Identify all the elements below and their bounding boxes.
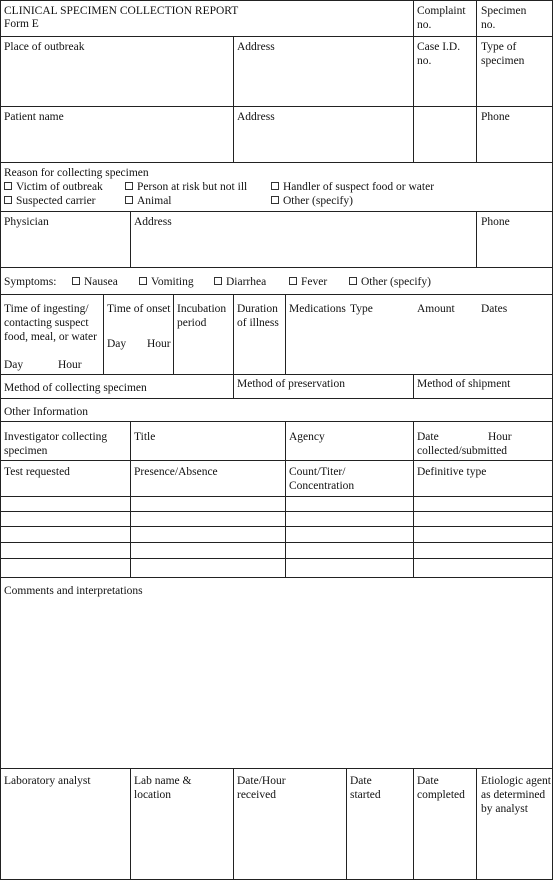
label-line: Complaint xyxy=(417,5,466,17)
checkbox-icon xyxy=(4,182,12,190)
patient-phone-field[interactable]: Phone xyxy=(481,111,510,123)
type-of-specimen-field[interactable] xyxy=(481,40,524,68)
option-label: Victim of outbreak xyxy=(16,181,103,193)
date-label: Date xyxy=(417,431,439,443)
rule xyxy=(0,768,553,769)
rule xyxy=(0,542,553,543)
label-line: as determined xyxy=(481,789,546,801)
complaint-no-label[interactable] xyxy=(417,4,466,32)
option-label: Nausea xyxy=(84,276,118,288)
rule xyxy=(0,162,553,163)
label-line: Count/Titer/ xyxy=(289,466,346,478)
onset-day-label: Day xyxy=(107,338,127,350)
form-subtitle: Form E xyxy=(4,18,39,30)
medications-dates-label: Dates xyxy=(481,303,508,315)
rule xyxy=(413,36,414,162)
presence-absence-header: Presence/Absence xyxy=(134,466,218,478)
medications-type-label: Type xyxy=(350,303,373,315)
label-line: Investigator collecting xyxy=(4,431,108,443)
label-line: Date/Hour xyxy=(237,775,286,787)
case-id-field[interactable] xyxy=(417,40,460,68)
rule xyxy=(233,36,234,162)
option-label: Other (specify) xyxy=(361,276,431,288)
border-left xyxy=(0,0,1,880)
rule xyxy=(173,294,174,374)
other-information-label: Other Information xyxy=(4,406,88,418)
label-line: of illness xyxy=(237,317,279,329)
investigator-field[interactable] xyxy=(4,430,107,458)
option-label: Animal xyxy=(137,195,172,207)
option-label: Vomiting xyxy=(151,276,194,288)
patient-address-field[interactable]: Address xyxy=(237,111,275,123)
checkbox-icon xyxy=(72,277,80,285)
method-shipment-field[interactable]: Method of shipment xyxy=(417,378,511,390)
physician-phone-field[interactable]: Phone xyxy=(481,216,510,228)
rule xyxy=(0,511,553,512)
rule xyxy=(0,106,553,107)
lab-name-location-field[interactable] xyxy=(134,774,191,802)
checkbox-icon xyxy=(271,182,279,190)
reason-handler-checkbox[interactable] xyxy=(271,180,434,194)
method-preservation-field[interactable]: Method of preservation xyxy=(237,378,345,390)
symptom-fever-checkbox[interactable] xyxy=(289,275,327,289)
label-line: Duration xyxy=(237,303,278,315)
option-label: Other (specify) xyxy=(283,195,353,207)
rule xyxy=(130,421,131,577)
label-line: received xyxy=(237,789,276,801)
laboratory-analyst-field[interactable]: Laboratory analyst xyxy=(4,775,91,787)
rule xyxy=(0,558,553,559)
rule xyxy=(233,768,234,880)
medications-amount-label: Amount xyxy=(417,303,455,315)
checkbox-icon xyxy=(349,277,357,285)
label-line: specimen xyxy=(4,445,48,457)
rule xyxy=(413,374,414,398)
label-line: Case I.D. xyxy=(417,41,461,53)
definitive-type-header: Definitive type xyxy=(417,466,487,478)
symptoms-label: Symptoms: xyxy=(4,276,57,288)
label-line: by analyst xyxy=(481,803,528,815)
form-title: CLINICAL SPECIMEN COLLECTION REPORT xyxy=(4,5,239,17)
symptom-nausea-checkbox[interactable] xyxy=(72,275,118,289)
label-line: food, meal, or water xyxy=(4,331,97,343)
checkbox-icon xyxy=(125,182,133,190)
rule xyxy=(413,768,414,880)
rule xyxy=(0,398,553,399)
label-line: no. xyxy=(417,19,432,31)
checkbox-icon xyxy=(271,196,279,204)
incubation-period-field[interactable] xyxy=(177,302,226,330)
comments-field[interactable]: Comments and interpretations xyxy=(4,585,143,597)
reason-label: Reason for collecting specimen xyxy=(4,167,149,179)
label-line: completed xyxy=(417,789,465,801)
reason-other-checkbox[interactable] xyxy=(271,194,353,208)
label-line: Incubation xyxy=(177,303,227,315)
rule xyxy=(0,374,553,375)
option-label: Person at risk but not ill xyxy=(137,181,248,193)
rule xyxy=(285,294,286,374)
rule xyxy=(413,0,414,36)
physician-address-field[interactable]: Address xyxy=(134,216,172,228)
label-line: no. xyxy=(481,19,496,31)
label-line: Concentration xyxy=(289,480,355,492)
rule xyxy=(0,577,553,578)
ingesting-day-label: Day xyxy=(4,359,24,371)
rule xyxy=(0,211,553,212)
rule xyxy=(0,460,553,461)
label-line: collected/submitted xyxy=(417,445,508,457)
label-line: specimen xyxy=(481,55,525,67)
rule xyxy=(0,526,553,527)
rule xyxy=(0,294,553,295)
label-line: Type of xyxy=(481,41,517,53)
date-started-field[interactable] xyxy=(350,774,381,802)
patient-name-field[interactable]: Patient name xyxy=(4,111,64,123)
rule xyxy=(0,36,553,37)
rule xyxy=(476,0,477,162)
checkbox-icon xyxy=(4,196,12,204)
reason-at-risk-checkbox[interactable] xyxy=(125,180,247,194)
date-completed-field[interactable] xyxy=(417,774,465,802)
label-line: location xyxy=(134,789,172,801)
rule xyxy=(130,768,131,880)
agency-field[interactable]: Agency xyxy=(289,431,325,443)
rule xyxy=(346,768,347,880)
rule xyxy=(476,211,477,267)
label-line: Etiologic agent xyxy=(481,775,551,787)
date-hour-received-field[interactable] xyxy=(237,774,286,802)
onset-hour-label: Hour xyxy=(147,338,171,350)
rule xyxy=(0,496,553,497)
reason-animal-checkbox[interactable] xyxy=(125,194,172,208)
duration-illness-field[interactable] xyxy=(237,302,279,330)
reason-victim-checkbox[interactable] xyxy=(4,180,103,194)
medications-label: Medications xyxy=(289,303,346,315)
physician-field[interactable]: Physician xyxy=(4,216,49,228)
time-onset-field[interactable]: Time of onset xyxy=(107,303,171,315)
border-top xyxy=(0,0,553,1)
option-label: Handler of suspect food or water xyxy=(283,181,435,193)
etiologic-agent-field[interactable] xyxy=(481,774,551,816)
symptom-vomiting-checkbox[interactable] xyxy=(139,275,194,289)
label-line: no. xyxy=(417,55,432,67)
option-label: Suspected carrier xyxy=(16,195,96,207)
symptom-diarrhea-checkbox[interactable] xyxy=(214,275,266,289)
time-ingesting-field[interactable] xyxy=(4,302,97,344)
test-requested-header: Test requested xyxy=(4,466,70,478)
label-line: Specimen xyxy=(481,5,527,17)
checkbox-icon xyxy=(289,277,297,285)
ingesting-hour-label: Hour xyxy=(58,359,82,371)
rule xyxy=(103,294,104,374)
rule xyxy=(476,768,477,880)
place-of-outbreak-field[interactable]: Place of outbreak xyxy=(4,41,85,53)
investigator-title-field[interactable]: Title xyxy=(134,431,156,443)
option-label: Diarrhea xyxy=(226,276,267,288)
outbreak-address-field[interactable]: Address xyxy=(237,41,275,53)
hour-label: Hour xyxy=(488,431,512,443)
label-line: Lab name & xyxy=(134,775,192,787)
count-titer-header xyxy=(289,465,354,493)
rule xyxy=(233,294,234,398)
label-line: period xyxy=(177,317,207,329)
label-line: contacting suspect xyxy=(4,317,89,329)
label-line: started xyxy=(350,789,381,801)
date-collected-field[interactable] xyxy=(417,430,512,458)
label-line: Date xyxy=(417,775,439,787)
rule xyxy=(413,421,414,577)
rule xyxy=(285,421,286,577)
method-collecting-field[interactable]: Method of collecting specimen xyxy=(4,382,147,394)
checkbox-icon xyxy=(139,277,147,285)
reason-carrier-checkbox[interactable] xyxy=(4,194,96,208)
rule xyxy=(130,211,131,267)
rule xyxy=(0,267,553,268)
label-line: Time of ingesting/ xyxy=(4,303,89,315)
rule xyxy=(0,421,553,422)
checkbox-icon xyxy=(125,196,133,204)
symptom-other-checkbox[interactable] xyxy=(349,275,431,289)
option-label: Fever xyxy=(301,276,328,288)
checkbox-icon xyxy=(214,277,222,285)
specimen-no-label[interactable] xyxy=(481,4,526,32)
label-line: Date xyxy=(350,775,372,787)
